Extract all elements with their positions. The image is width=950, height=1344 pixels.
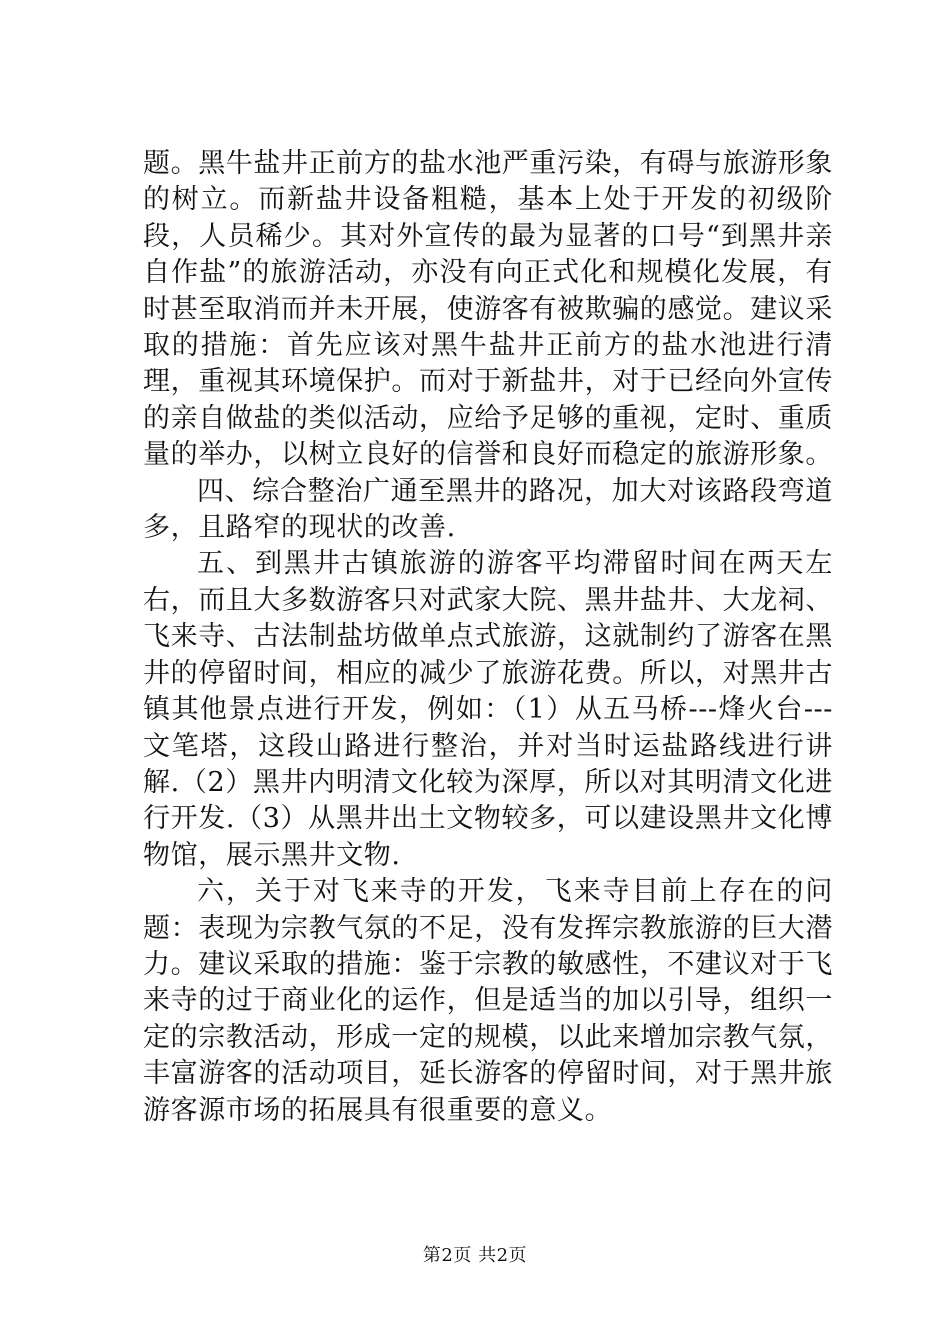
paragraph-section-5: 五、到黑井古镇旅游的游客平均滞留时间在两天左右，而且大多数游客只对武家大院、黑井盐井、大龙祠、飞来寺、古法制盐坊做单点式旅游，这就制约了游客在黑井的停留时间，相应的减少了旅游花费。所以，对黑井古镇其他景点进行开发，例如：（1）从五马桥---烽火台---文笔塔，这段山路进行整治，并对当时运盐路线进行讲解.（2）黑井内明清文化较为深厚，所以对其明清文化进行开发.（3）从黑井出土文物较多，可以建设黑井文化博物馆，展示黑井文物. — [143, 548, 834, 871]
paragraph-section-4: 四、综合整治广通至黑井的路况，加大对该路段弯道多，且路窄的现状的改善. — [143, 475, 833, 544]
document-body — [143, 146, 833, 1129]
paragraph-continuation: 题。黑牛盐井正前方的盐水池严重污染，有碍与旅游形象的树立。而新盐井设备粗糙，基本上处于开发的初级阶段，人员稀少。其对外宣传的最为显著的口号“到黑井亲自作盐”的旅游活动，亦没有向正式化和规模化发展，有时甚至取消而并未开展，使游客有被欺骗的感觉。建议采取的措施：首先应该对黑牛盐井正前方的盐水池进行清理，重视其环境保护。而对于新盐井，对于已经向外宣传的亲自做盐的类似活动，应给予足够的重视，定时、重质量的举办，以树立良好的信誉和良好而稳定的旅游形象。 — [143, 148, 833, 471]
paragraph-section-6: 六，关于对飞来寺的开发，飞来寺目前上存在的问题：表现为宗教气氛的不足，没有发挥宗教旅游的巨大潜力。建议采取的措施：鉴于宗教的敏感性，不建议对于飞来寺的过于商业化的运作，但是适当的加以引导，组织一定的宗教活动，形成一定的规模，以此来增加宗教气氛，丰富游客的活动项目，延长游客的停留时间，对于黑井旅游客源市场的拓展具有很重要的意义。 — [143, 876, 833, 1126]
page-footer: 第2页 共2页 — [422, 1245, 528, 1266]
